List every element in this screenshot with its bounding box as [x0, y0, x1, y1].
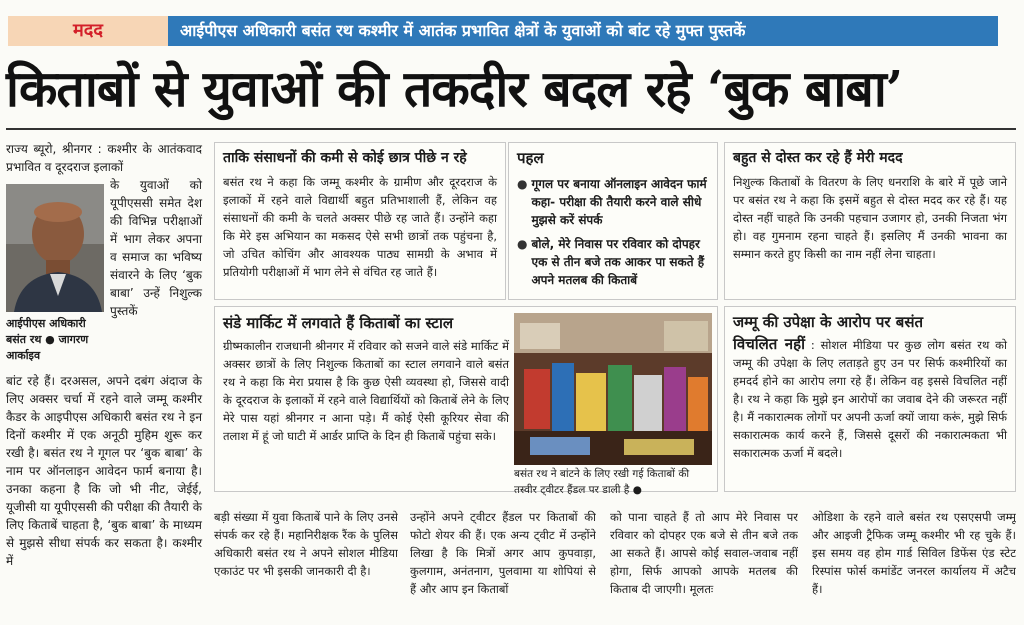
- headline: किताबों से युवाओं की तकदीर बदल रहे ‘बुक बाबा’: [6, 59, 903, 118]
- box-stall-body: ग्रीष्मकालीन राजधानी श्रीनगर में रविवार को सजने वाले संडे मार्किट में अक्सर छात्रों के लिए निशुल्क किताबों का स्टाल लगवाने वाले बसंत रथ ने कहा कि मेरा प्रयास है कि कुछ ऐसी व्यवस्था हो, जिससे वादी के दूरदराज के इलाकों में रहने वाले विद्यार्थियों को किताबें लेने के लिए मेरे पास यहां श्रीनगर न आना पड़े। मैं कोई ऐसी कूरियर सेवा की तलाश में हूं जो घाटी में आर्डर प्राप्ति के दिन ही किताबें पहुंचा सके।: [223, 339, 509, 443]
- initiative-bullet: [517, 175, 709, 229]
- box-resources: [214, 142, 506, 300]
- box-allegation-title-cont: विचलित नहीं: [733, 335, 805, 353]
- photo-caption: आईपीएस अधिकारी बसंत रथ ● जागरण आर्काइव: [6, 317, 89, 362]
- books-stack-image: [514, 313, 712, 465]
- books-photo: [514, 313, 712, 465]
- intro-beside-photo: के युवाओं को यूपीएससी समेत देश की विभिन्न परीक्षाओं में भाग लेकर अपना व समाज का भविष्य संवारने के लिए ‘बुक बाबा’ उन्हें निशुल्क पुस्तकें: [110, 178, 202, 318]
- box-allegation: [724, 306, 1016, 492]
- bottom-column-1: बड़ी संख्या में युवा किताबें पाने के लिए उनसे संपर्क कर रहे हैं। महानिरीक्षक रैंक के पुलिस अधिकारी बसंत रथ ने अपने सोशल मीडिया एकाउंट पर भी इसकी जानकारी दी है।: [214, 510, 398, 578]
- kicker-line: आईपीएस अधिकारी बसंत रथ कश्मीर में आतंक प्रभावित क्षेत्रों के युवाओं को बांट रहे मुफ्त पुस्तकें: [180, 21, 746, 40]
- box-resources-title: ताकि संसाधनों की कमी से कोई छात्र पीछे न रहे: [223, 150, 467, 166]
- bottom-column-2: उन्होंने अपने ट्वीटर हैंडल पर किताबों की फोटो शेयर की हैं। एक अन्य ट्वीट में उन्होंने लिखा है कि मित्रों अगर आप कुपवाड़ा, कुलगाम, अनंतनाग, पुलवामा या शोपियां से हैं और आप इन किताबों: [410, 510, 596, 596]
- books-photo-caption: बसंत रथ ने बांटने के लिए रखी गई किताबों की तस्वीर ट्वीटर हैंडल पर डाली है ●: [514, 468, 690, 496]
- box-allegation-text: : सोशल मीडिया पर कुछ लोग बसंत रथ को जम्मू की उपेक्षा के लिए लताड़ते हुए उन पर सिर्फ कश्मीरियों का हमदर्द होने का आरोप लगा रहे हैं। लेकिन वह इससे विचलित नहीं है। रथ ने कहा कि मुझे इन आरोपों का जवाब देने की जरूरत नहीं है। मैं नकारात्मक लोगों पर अपनी ऊर्जा क्यों जाया करूं, मुझे सिर्फ सकारात्मक कार्य करने हैं, जिससे दूसरों की नकारात्मकता भी सकारात्मक ऊर्जा में बदले।: [733, 338, 1007, 460]
- box-friends: [724, 142, 1016, 300]
- initiative-bullet-text: गूगल पर बनाया ऑनलाइन आवेदन फार्म कहा- परीक्षा की तैयारी करने वाले सीधे मुझसे करें संपर्क: [531, 177, 707, 227]
- section-banner: [8, 16, 998, 46]
- initiative-bullet-text: बोले, मेरे निवास पर रविवार को दोपहर एक से तीन बजे तक आकर पा सकते हैं अपने मतलब की किताबें: [531, 237, 705, 287]
- box-friends-title: बहुत से दोस्त कर रहे हैं मेरी मदद: [733, 150, 903, 166]
- box-allegation-body: [733, 335, 1007, 462]
- article-body-left: बांट रहे हैं। दरअसल, अपने दबंग अंदाज के लिए अक्सर चर्चा में रहने वाले जम्मू कश्मीर कैडर के आइपीएस अधिकारी बसंत रथ ने इन दिनों कश्मीर में एक अनूठी मुहिम शुरू कर रखी है। बसंत रथ ने गूगल पर ‘बुक बाबा’ के नाम पर ऑनलाइन आवेदन फार्म बनाया है। उनका कहना है कि जो भी नीट, जेईई, यूजीसी या यूपीएससी की परीक्षा की तैयारी के लिए किताबें चाहता है, ‘बुक बाबा’ के माध्यम से मुझसे सीधा संपर्क कर सकता है। कश्मीर में: [6, 374, 202, 568]
- box-friends-body: निशुल्क किताबों के वितरण के लिए धनराशि के बारे में पूछे जाने पर बसंत रथ ने कहा कि इसमें बहुत से दोस्त मदद कर रहे हैं। यह दोस्त नहीं चाहते कि उनकी पहचान उजागर हो, उनकी निजता भंग हो। वह गुमनाम रहना चाहते हैं। इसलिए मैं उनकी भावना का सम्मान करते हुए किसी का नाम नहीं लेना चाहता।: [733, 175, 1007, 261]
- box-initiative-title: पहल: [517, 149, 544, 167]
- bottom-column-3: को पाना चाहते हैं तो आप मेरे निवास पर रविवार को दोपहर एक बजे से तीन बजे तक आ सकते हैं। आपसे कोई सवाल-जवाब नहीं होगा, सिर्फ आपको आपके मतलब की किताब दी जाएगी। मूलतः: [610, 510, 798, 596]
- bullet-dot-icon: ●: [517, 177, 528, 191]
- officer-portrait-image: [6, 184, 104, 312]
- officer-photo: [6, 184, 104, 312]
- headline-rule: [6, 128, 1016, 130]
- box-initiative: [508, 142, 718, 300]
- bottom-column-4: ओडिशा के रहने वाले बसंत रथ एसएसपी जम्मू और आइजी ट्रैफिक जम्मू कश्मीर भी रह चुके हैं। इस समय वह होम गार्ड सिविल डिफेंस एंड स्टेट रिस्पांस फोर्स कमांडेंट जनरल कार्यालय में अटैच हैं।: [812, 510, 1016, 596]
- box-resources-body: बसंत रथ ने कहा कि जम्मू कश्मीर के ग्रामीण और दूरदराज के इलाकों में रहने वाले विद्यार्थी बहुत प्रतिभाशाली हैं, लेकिन वह संसाधनों की कमी के चलते अक्सर पीछे रह जाते हैं। उन्होंने कहा कि मेरे इस अभियान का मकसद ऐसे सभी छात्रों तक पहुंचना है, जो उचित कोचिंग और आवश्यक पाठ्य सामग्री के अभाव में प्रतियोगी परीक्षाओं में भाग लेने से वंचित रह जाते हैं।: [223, 175, 497, 279]
- left-column: [6, 140, 202, 620]
- box-allegation-title: जम्मू की उपेक्षा के आरोप पर बसंत: [733, 313, 924, 331]
- dateline-intro: राज्य ब्यूरो, श्रीनगर : कश्मीर के आतंकवाद प्रभावित व दूरदराज इलाकों: [6, 142, 202, 174]
- initiative-bullet: [517, 235, 709, 289]
- section-tag: मदद: [8, 16, 168, 46]
- box-stall-title: संडे मार्किट में लगवाते हैं किताबों का स्टाल: [223, 314, 454, 332]
- bullet-dot-icon: ●: [517, 237, 528, 251]
